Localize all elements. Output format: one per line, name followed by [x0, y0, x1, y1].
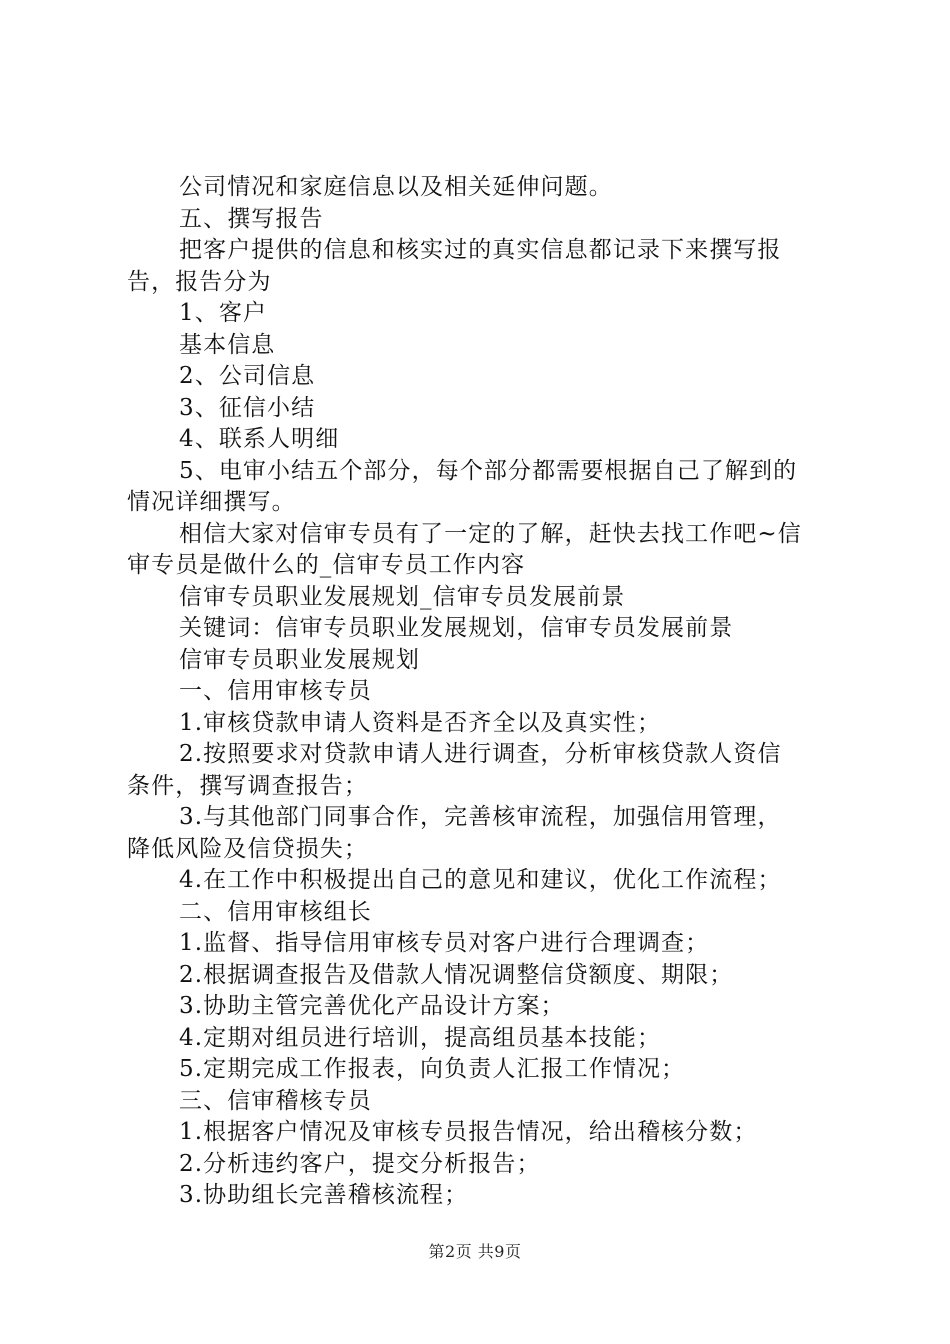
- text-line: 一、信用审核专员: [179, 678, 372, 704]
- text-line: 4、联系人明细: [179, 426, 340, 452]
- text-line: 4.定期对组员进行培训，提高组员基本技能；: [179, 1024, 662, 1051]
- text-line: 审专员是做什么的_信审专员工作内容: [127, 552, 526, 578]
- text-line: 关键词：信审专员职业发展规划，信审专员发展前景: [179, 615, 734, 641]
- text-line: 3.与其他部门同事合作，完善核审流程，加强信用管理，: [179, 804, 782, 830]
- text-line: 1.监督、指导信用审核专员对客户进行合理调查；: [179, 930, 710, 956]
- text-line: 五、撰写报告: [179, 205, 324, 232]
- text-line: 基本信息: [179, 331, 276, 358]
- text-line: 4.在工作中积极提出自己的意见和建议，优化工作流程；: [179, 867, 782, 893]
- text-line: 信审专员职业发展规划_信审专员发展前景: [179, 583, 626, 610]
- text-line: 降低风险及信贷损失；: [127, 835, 368, 862]
- text-line: 3.协助组长完善稽核流程；: [179, 1182, 469, 1208]
- text-line: 2.根据调查报告及借款人情况调整信贷额度、期限；: [179, 961, 734, 988]
- text-line: 5.定期完成工作报表，向负责人汇报工作情况；: [179, 1056, 686, 1082]
- text-line: 1、客户: [179, 300, 268, 326]
- text-line: 信审专员职业发展规划: [179, 646, 420, 673]
- text-line: 5、电审小结五个部分，每个部分都需要根据自己了解到的: [179, 457, 798, 484]
- text-line: 公司情况和家庭信息以及相关延伸问题。: [179, 174, 613, 200]
- text-line: 情况详细撰写。: [127, 489, 296, 515]
- text-line: 条件，撰写调查报告；: [127, 772, 368, 799]
- text-line: 1.根据客户情况及审核专员报告情况，给出稽核分数；: [179, 1119, 758, 1145]
- text-line: 3、征信小结: [179, 394, 316, 421]
- text-line: 2、公司信息: [179, 363, 316, 389]
- text-line: 把客户提供的信息和核实过的真实信息都记录下来撰写报: [179, 237, 782, 263]
- text-line: 三、信审稽核专员: [179, 1087, 372, 1114]
- text-line: 告，报告分为: [127, 268, 272, 295]
- text-line: 1.审核贷款申请人资料是否齐全以及真实性；: [179, 709, 662, 736]
- text-line: 3.协助主管完善优化产品设计方案；: [179, 993, 565, 1019]
- document-body: [127, 172, 833, 1212]
- page-footer: 第2页 共9页: [428, 1242, 522, 1261]
- text-line: 2.分析违约客户，提交分析报告；: [179, 1150, 541, 1177]
- text-line: 相信大家对信审专员有了一定的了解，赶快去找工作吧~信: [179, 520, 802, 547]
- text-line: 2.按照要求对贷款申请人进行调查，分析审核贷款人资信: [179, 741, 782, 767]
- text-line: 二、信用审核组长: [179, 898, 372, 925]
